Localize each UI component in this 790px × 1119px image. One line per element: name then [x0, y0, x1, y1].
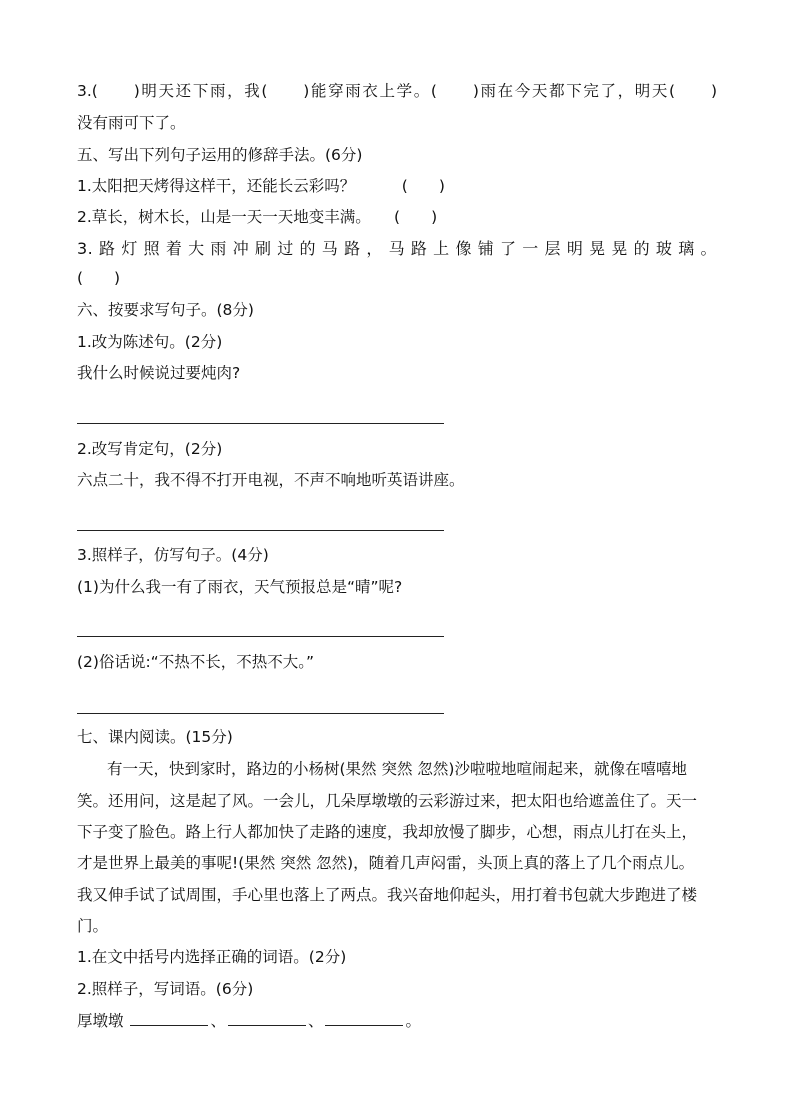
section-5-title: 五、写出下列句子运用的修辞手法。(6分) — [77, 146, 363, 164]
separator: 、 — [210, 1012, 226, 1030]
section-7-question-1: 1.在文中括号内选择正确的词语。(2分) — [77, 948, 347, 966]
section-6-question-1-sentence: 我什么时候说过要炖肉? — [77, 364, 241, 382]
section-5-question-1: 1.太阳把天烤得这样干，还能长云彩吗？ ( ) — [77, 177, 445, 195]
word-blank-1[interactable] — [130, 1011, 208, 1026]
answer-line-4[interactable] — [77, 713, 444, 714]
answer-line-1[interactable] — [77, 423, 444, 424]
question-3-line-2: 没有雨可下了。 — [77, 114, 186, 132]
end-mark: 。 — [405, 1012, 421, 1030]
passage-line-2: 笑。还用问，这是起了风。一会儿，几朵厚墩墩的云彩游过来，把太阳也给遮盖住了。天一 — [77, 792, 698, 810]
passage-line-6: 门。 — [77, 917, 109, 935]
section-6-question-3-sub-2: (2)俗话说:“不热不长，不热不大。” — [77, 653, 314, 671]
section-6-question-1-title: 1.改为陈述句。(2分) — [77, 333, 223, 351]
section-6-title: 六、按要求写句子。(8分) — [77, 301, 254, 319]
passage-line-1: 有一天，快到家时，路边的小杨树(果然 突然 忽然)沙啦啦地喧闹起来，就像在嘻嘻地 — [107, 760, 687, 778]
section-5-question-3-answer-blank[interactable]: ( ) — [77, 269, 121, 287]
section-7-title: 七、课内阅读。(15分) — [77, 728, 233, 746]
passage-line-5: 我又伸手试了试周围，手心里也落上了两点。我兴奋地仰起头，用打着书包就大步跑进了楼 — [77, 886, 698, 904]
example-word: 厚墩墩 — [77, 1012, 124, 1030]
word-blank-2[interactable] — [228, 1011, 306, 1026]
section-6-question-3-sub-1: (1)为什么我一有了雨衣，天气预报总是“晴”呢? — [77, 578, 403, 596]
word-blank-3[interactable] — [325, 1011, 403, 1026]
answer-line-2[interactable] — [77, 530, 444, 531]
passage-line-4: 才是世界上最美的事呢!(果然 突然 忽然)，随着几声闷雷，头顶上真的落上了几个雨点儿。 — [77, 854, 695, 872]
word-example-row — [77, 1011, 421, 1031]
section-6-question-2-sentence: 六点二十，我不得不打开电视，不声不响地听英语讲座。 — [77, 471, 465, 489]
separator: 、 — [307, 1012, 324, 1030]
section-6-question-2-title: 2.改写肯定句，(2分) — [77, 440, 223, 458]
section-5-question-2: 2.草长，树木长，山是一天一天地变丰满。 ( ) — [77, 208, 438, 226]
section-5-question-3-line-1: 3.路灯照着大雨冲刷过的马路，马路上像铺了一层明晃晃的玻璃。 — [77, 239, 717, 258]
section-7-question-2: 2.照样子，写词语。(6分) — [77, 980, 254, 998]
passage-line-3: 下子变了脸色。路上行人都加快了走路的速度，我却放慢了脚步，心想，雨点儿打在头上， — [77, 823, 698, 841]
section-6-question-3-title: 3.照样子，仿写句子。(4分) — [77, 546, 269, 564]
question-3-line-1: 3.( )明天还下雨，我( )能穿雨衣上学。( )雨在今天都下完了，明天( ) — [77, 82, 717, 100]
answer-line-3[interactable] — [77, 636, 444, 637]
